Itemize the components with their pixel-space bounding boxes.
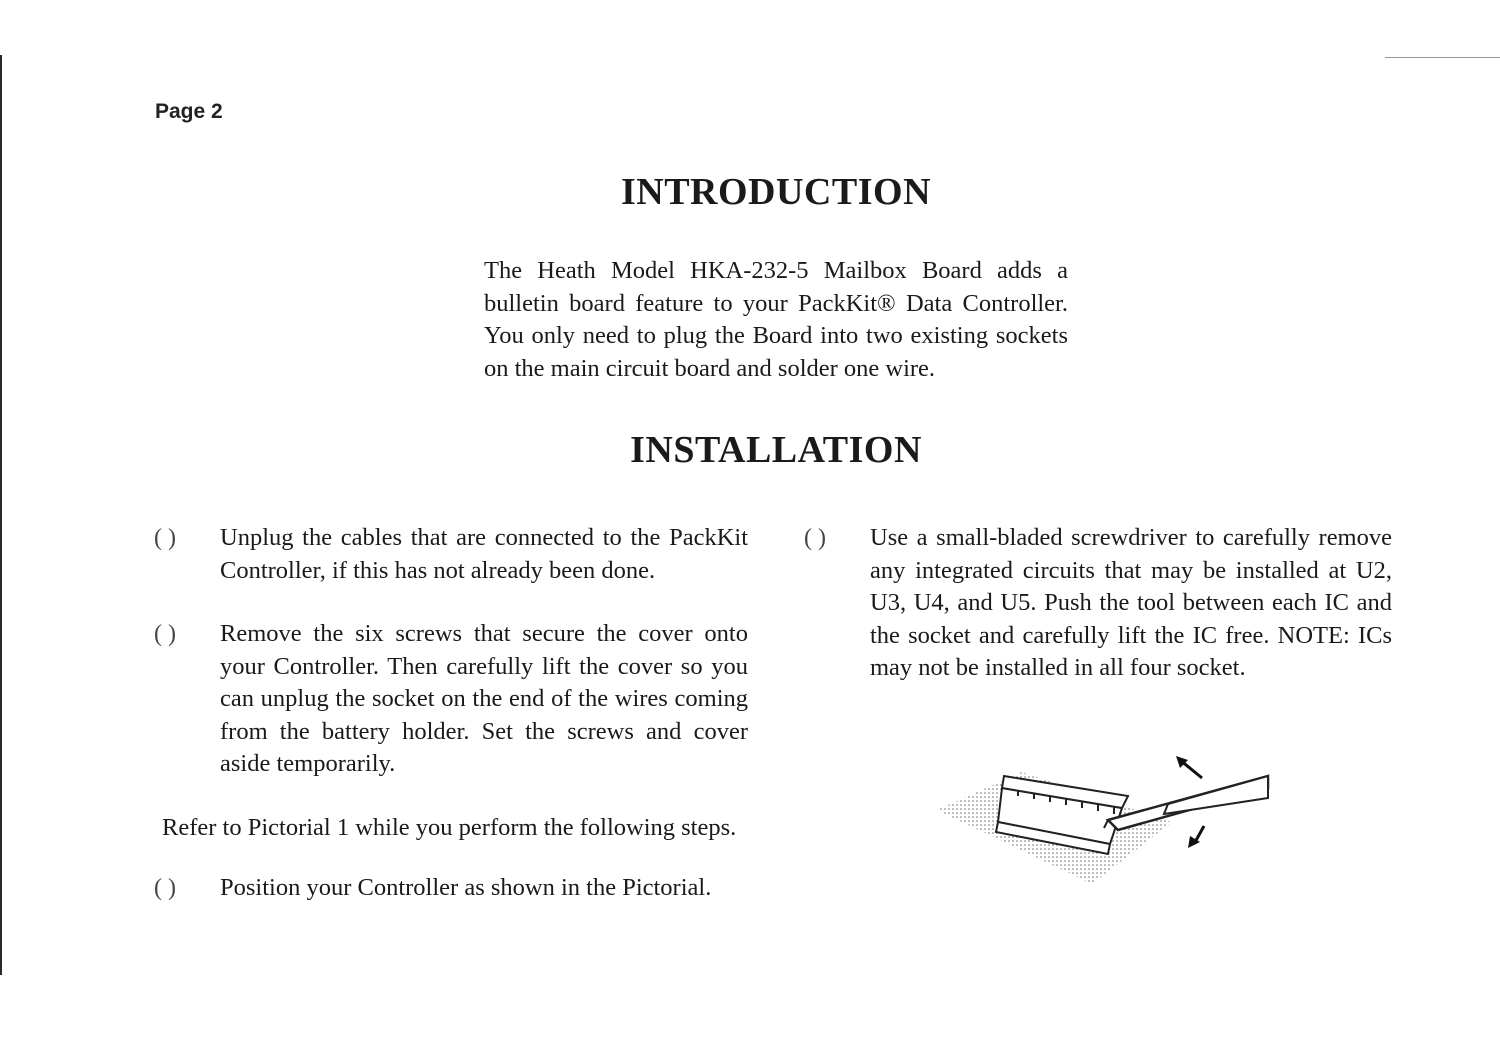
installation-heading: INSTALLATION [630, 429, 922, 471]
installation-left-column [150, 522, 748, 936]
step-checkbox[interactable]: ( ) [154, 875, 176, 901]
step-checkbox[interactable]: ( ) [154, 525, 176, 551]
refer-to-pictorial-text: Refer to Pictorial 1 while you perform the following steps. [162, 813, 737, 841]
step-checkbox[interactable]: ( ) [804, 525, 826, 551]
step-remove-screws [150, 618, 748, 781]
step-text: Remove the six screws that secure the cover onto your Controller. Then carefully lift the cover so you can unplug the socket on the end of the wires coming from the battery holder. Set the screws and cover aside temporarily. [220, 620, 748, 777]
ic-removal-illustration [932, 748, 1274, 890]
step-text: Unplug the cables that are connected to the PackKit Controller, if this has not already been done. [220, 524, 748, 584]
step-checkbox[interactable]: ( ) [154, 621, 176, 647]
page-edge-top [1385, 57, 1500, 58]
introduction-paragraph: The Heath Model HKA-232-5 Mailbox Board adds a bulletin board feature to your PackKit® Data Controller. You only need to plug the Board into two existing sockets on the main circuit board and solder one wire. [484, 257, 1068, 382]
step-text: Use a small-bladed screwdriver to carefully remove any integrated circuits that may be installed at U2, U3, U4, and U5. Push the tool between each IC and the socket and carefully lift the IC free. NOTE: ICs may not be installed in all four socket. [870, 524, 1392, 681]
step-unplug-cables [150, 522, 748, 587]
installation-right-column [800, 522, 1392, 716]
step-remove-ics [800, 522, 1392, 685]
step-text: Position your Controller as shown in the Pictorial. [220, 874, 712, 901]
step-position-controller [150, 872, 748, 905]
page-number: Page 2 [155, 100, 223, 123]
introduction-heading: INTRODUCTION [620, 171, 932, 213]
